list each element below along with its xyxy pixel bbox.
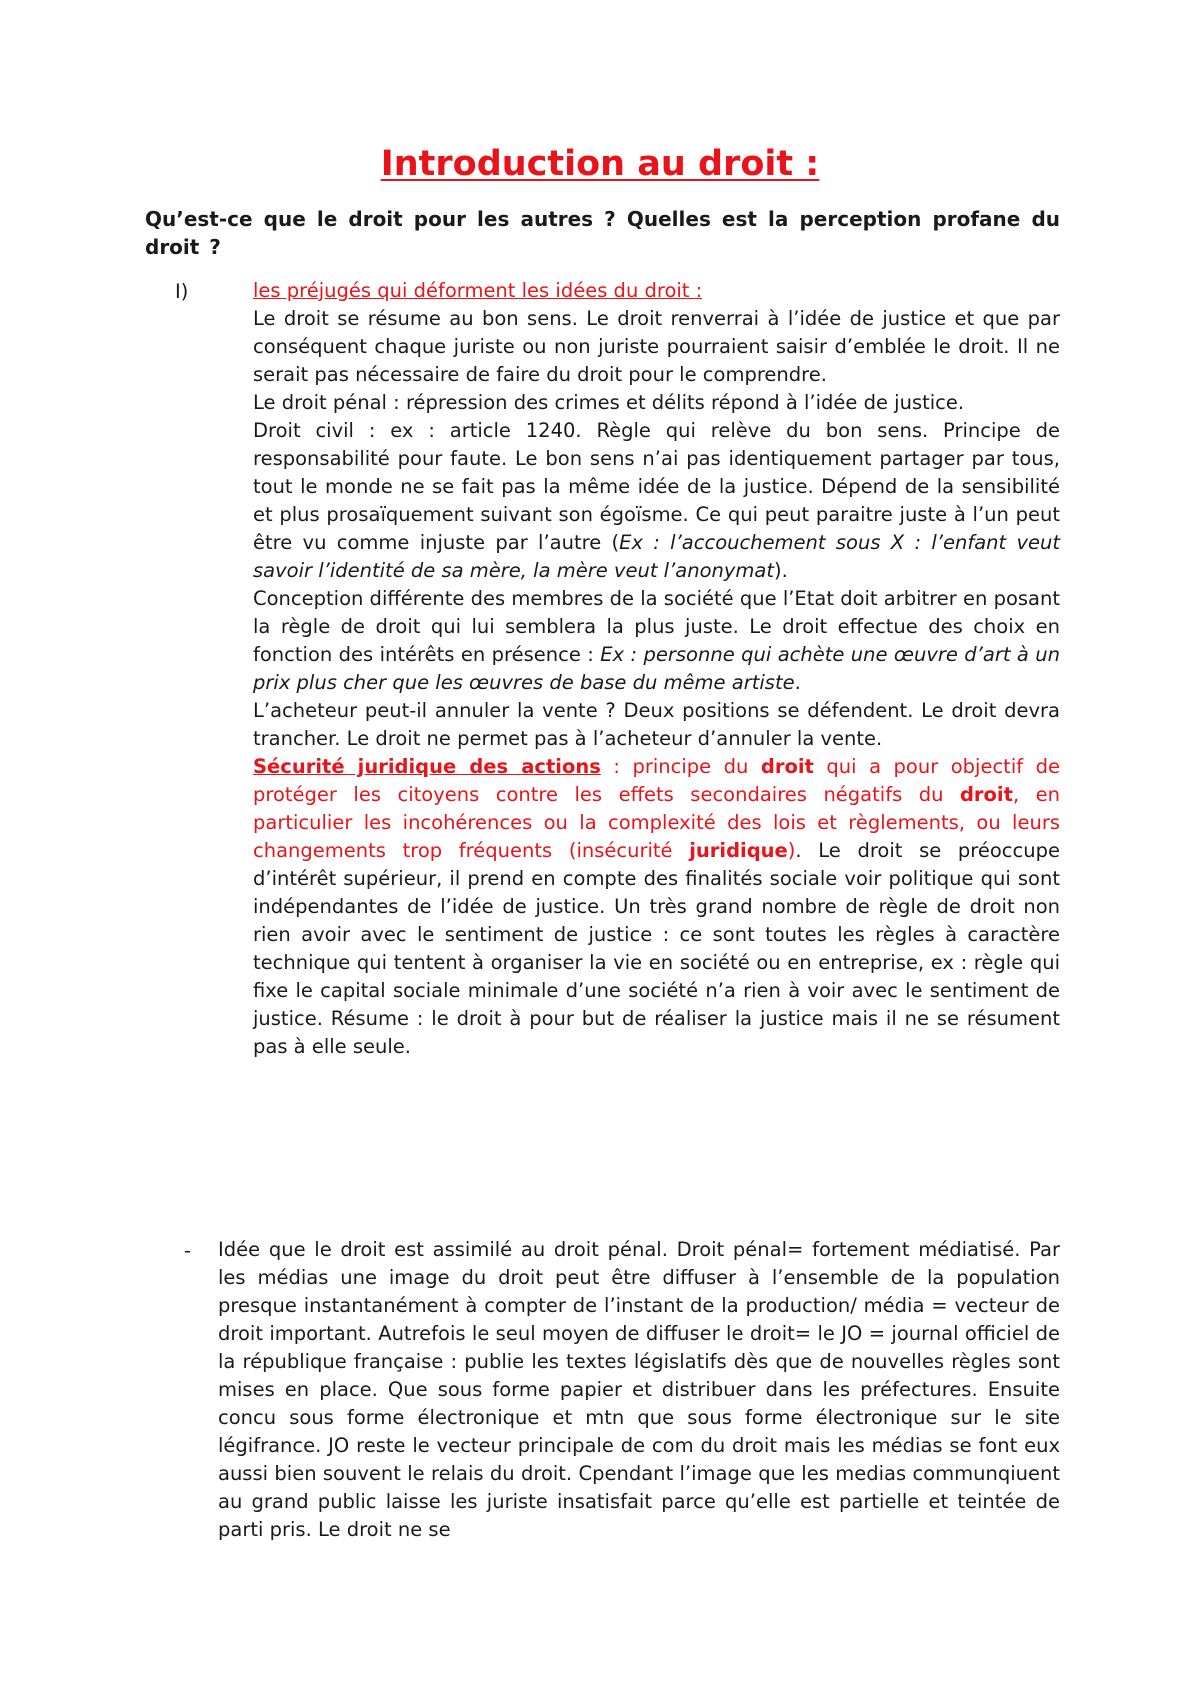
example-oeuvre-art: Ex : personne qui achète une œuvre d’art à un prix plus cher que les œuvres de base du même artiste <box>253 643 1061 694</box>
intro-question: Qu’est-ce que le droit pour les autres ? Quelles est la perception profane du droit ? <box>145 207 1060 259</box>
paragraph-conception-end: . <box>794 671 801 694</box>
definition-bold-1: droit <box>760 755 814 778</box>
section-number: I) <box>175 280 189 303</box>
paragraph-acheteur: L’acheteur peut-il annuler la vente ? Deux positions se défendent. Le droit devra trancher. Le droit ne permet pas à l’acheteur d’annuler la vente. <box>253 699 1060 750</box>
paragraph-droit-civil <box>253 417 1060 585</box>
term-securite-juridique: Sécurité juridique des actions <box>253 755 601 778</box>
bullet-text: Idée que le droit est assimilé au droit pénal. Droit pénal= fortement médiatisé. Par les médias une image du droit peut être diffuser à l’ensemble de la population presque instantanément à compter de l’instant de la production/ média = vecteur de droit important. Autrefois le seul moyen de diffuser le droit= le JO = journal officiel de la république française : publie les textes législatifs dès que de nouvelles règles sont mises en place. Que sous forme papier et distribuer dans les préfectures. Ensuite concu sous forme électronique et mtn que sous forme électronique sur le site légifrance. JO reste le vecteur principale de com du droit mais les médias se font eux aussi bien souvent le relais du droit. Cpendant l’image que les medias communqiuent au grand public laisse les juriste insatisfait parce qu’elle est partielle et teintée de parti pris. Le droit ne se <box>218 1238 1060 1541</box>
paragraph-securite-rest: . Le droit se préoccupe d’intérêt supérieur, il prend en compte des finalités sociale voir politique qui sont indépendantes de l’idée de justice. Un très grand nombre de règle de droit non rien avoir avec le sentiment de justice : ce sont toutes les règles à caractère technique qui tentent à organiser la vie en société ou en entreprise, ex : règle qui fixe le capital sociale minimale d’une société n’a rien à voir avec le sentiment de justice. Résume : le droit à pour but de réaliser la justice mais il ne se résument pas à elle seule. <box>253 839 1060 1058</box>
paragraph-droit-penal: Le droit pénal : répression des crimes et délits répond à l’idée de justice. <box>253 391 965 414</box>
section-heading <box>253 277 1060 305</box>
paragraph-droit-civil-text: Droit civil : ex : article 1240. Règle qui relève du bon sens. Principe de responsabilité pour faute. Le bon sens n’ai pas identiquement partager par tous, tout le monde ne se fait pas la même idée de la justice. Dépend de la sensibilité et plus prosaïquement suivant son égoïsme. Ce qui peut paraitre juste à l’un peut être vu comme injuste par l’autre ( <box>253 419 1060 554</box>
section-body <box>253 277 1060 1061</box>
definition-part-4: ) <box>787 839 796 862</box>
definition-part-3: , en particulier les incohérences ou la complexité des lois et règlements, ou leurs changements trop fréquents (insécurité <box>253 783 1060 862</box>
paragraph-securite-juridique <box>253 753 1060 1061</box>
paragraph-conception-text: Conception différente des membres de la société que l’Etat doit arbitrer en posant la règle de droit qui lui semblera la plus juste. Le droit effectue des choix en fonction des intérêts en présence : <box>253 587 1060 666</box>
bullet-droit-penal <box>218 1236 1060 1544</box>
page-title <box>0 140 1200 188</box>
paragraph-droit-civil-end: ). <box>774 559 788 582</box>
definition-bold-3: juridique <box>689 839 788 862</box>
paragraph-bon-sens: Le droit se résume au bon sens. Le droit renverrai à l’idée de justice et que par conséquent chaque juriste ou non juriste pourraient saisir d’emblée le droit. Il ne serait pas nécessaire de faire du droit pour le comprendre. <box>253 307 1060 386</box>
section-heading-text: les préjugés qui déforment les idées du droit : <box>253 279 703 302</box>
definition-part-2: qui a pour objectif de protéger les citoyens contre les effets secondaires négatifs du <box>253 755 1060 806</box>
definition-part-1: : principe du <box>600 755 761 778</box>
definition-bold-2: droit <box>959 783 1013 806</box>
paragraph-conception <box>253 585 1060 697</box>
bullet-marker: - <box>184 1239 192 1262</box>
example-accouchement: Ex : l’accouchement sous X : l’enfant veut savoir l’identité de sa mère, la mère veut l’anonymat <box>253 531 1061 582</box>
page-title-text: Introduction au droit : <box>380 144 820 184</box>
